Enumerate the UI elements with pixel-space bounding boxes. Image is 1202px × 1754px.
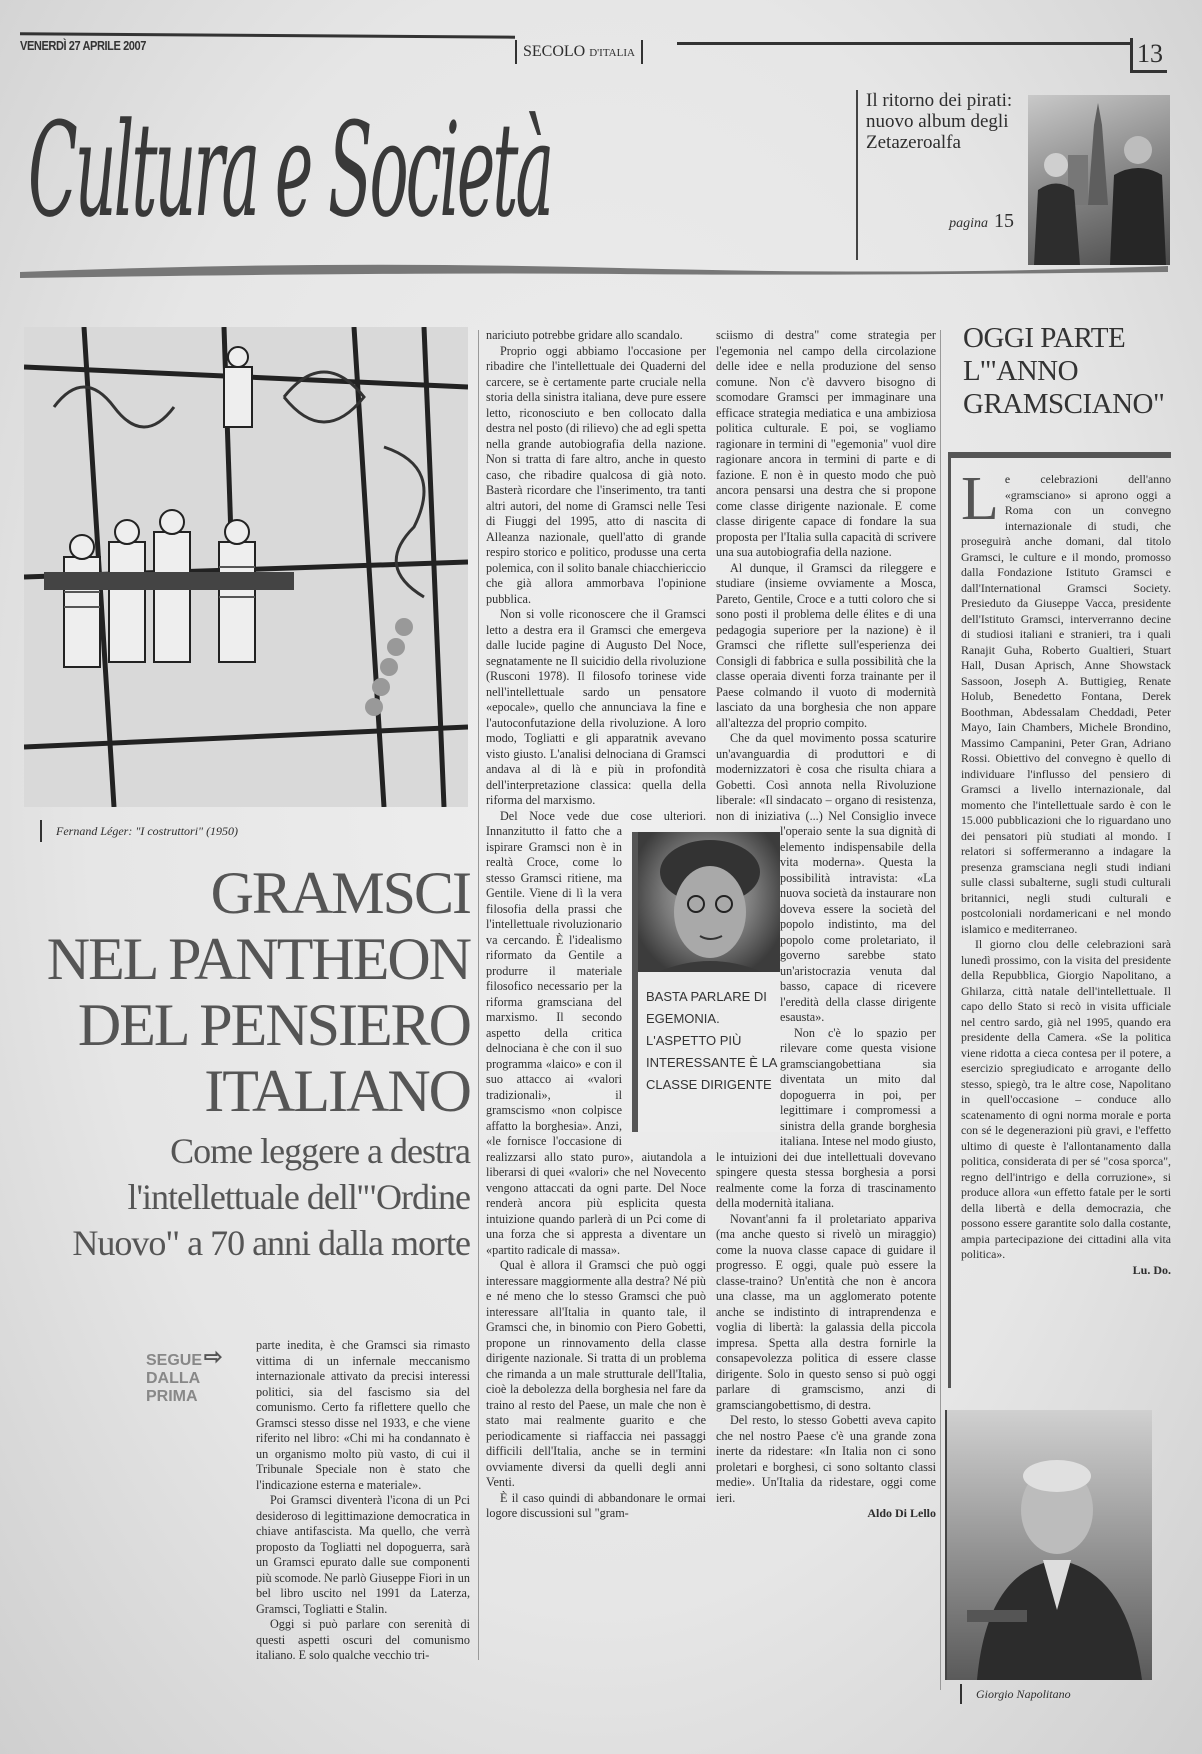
pull-quote-text: BASTA PARLARE DI EGEMONIA. L'ASPETTO PIÙ INTERESSANTE È LA CLASSE DIRIGENTE	[646, 989, 777, 1092]
author-signature: Aldo Di Lello	[867, 1506, 936, 1520]
segue-line: DALLA	[146, 1370, 201, 1387]
arrow-right-icon: ⇨	[204, 1344, 223, 1369]
side-headline-line: GRAMSCIANO"	[963, 388, 1165, 420]
side-article-box	[948, 452, 1171, 1388]
napolitano-image	[947, 1410, 1152, 1680]
band-photo-image	[1028, 95, 1170, 265]
paragraph: Novant'anni fa il proletariato appariva (ma anche questo si rivelò un miraggio) come la nuova classe capace di guidare il progresso. E oggi, quale può essere la classe-traino? Un'entità che non è ancora una classe, ma un agglomerato potente anche se indistinto di intraprendenza e voglia di libertà: la galassia della piccola impresa. Spetta alla destra fornirle la consapevolezza politica di essere classe dirigente. Solo in questo senso si può oggi parlare di gramscismo, anzi di gramsciangobettismo, di destra.	[716, 1211, 936, 1412]
newspaper-name-main: SECOLO	[523, 43, 586, 60]
segue-dalla-prima-label[interactable]	[146, 1344, 223, 1406]
napolitano-photo	[945, 1410, 1152, 1680]
paragraph: Al dunque, il Gramsci da rileggere e studiare (insieme ovviamente a Mosca, Pareto, Gentile, Croce e a tutti coloro che si sono posti il problema delle élites e di una pedagogia superiore per la nazione) è il Gramsci che riflette sull'esperienza dei Consigli di fabbrica e sulla possibilità che la classe operaia diventi forza trainante per il Paese colmando il vuoto di modernità lasciato da una borghesia che non appare all'altezza del proprio compito.	[716, 560, 936, 730]
segue-line: SEGUE	[146, 1352, 203, 1369]
section-title-b: e Società	[274, 94, 552, 246]
paragraph: Del resto, lo stesso Gobetti aveva capito che nel nostro Paese c'è una grande zona inerte da ridestare: «In Italia non ci sono proletari e borghesi, ci sono soltanto classi medie». Un'Italia da ridestare, oggi come ieri.	[716, 1413, 936, 1505]
pull-quote-box	[632, 832, 780, 1132]
newspaper-name	[515, 40, 643, 64]
teaser-box[interactable]	[856, 90, 1016, 260]
segue-line: PRIMA	[146, 1388, 198, 1405]
side-headline-line: OGGI PARTE	[963, 322, 1126, 354]
issue-date: VENERDÌ 27 APRILE 2007	[20, 38, 146, 53]
drop-cap: L	[961, 472, 999, 533]
teaser-page-label: pagina	[949, 216, 988, 231]
paragraph: Non si volle riconoscere che il Gramsci letto a destra era il Gramsci che emergeva dalle lucide pagine di Augusto Del Noce, segnatamente ne Il suicidio della rivoluzione (Rusconi 1978). Il filosofo torinese vide nell'intellettuale sardo un pensatore «epocale», quello che annunciava la fine e l'autoconfutazione della rivoluzione. A loro modo, Togliatti e gli apparatnik avevano visto giusto. L'analisi delnociana di Gramsci andava al di là e più in profondità dell'interpretazione classica: quella della riforma del marxismo.	[486, 607, 706, 807]
article-column-1	[256, 1338, 470, 1663]
paragraph: sciismo di destra" come strategia per l'egemonia nel campo della circolazione delle idee e nella produzione del senso comune. Non c'è davvero bisogno di scomodare Gramsci per immaginare una efficace strategia mediatica e una ambiziosa politica culturale. E poi, se vogliamo ragionare in termini di "egemonia" vuol dire ragionare ancora in termini di parte e di fazione. E non è in questo modo che può ancora pensarsi una destra che si propone come classe dirigente nazionale. E come classe dirigente capace di fondare la sua proposta per l'Italia sulla capacità di scrivere una sua autobiografia della nazione.	[716, 328, 936, 559]
gramsci-portrait	[638, 832, 780, 972]
paragraph: Che da quel movimento possa scaturire un'avanguardia di produttori e di modernizzatori è cosa che risulta chiara a Gobetti. Così annota nella Rivoluzione liberale: «Il sindacato – organo di resistenza, non di iniziativa (...) Nel Consiglio invece l'operaio sente la sua dignità di elemento indispensabile della vita moderna». Questa la possibilità intravista: «La nuova società da instaurare non doveva essere la società del popolo indistinto, ma del popolo come proletariato, il governo sarebbe stato un'aristocrazia venuta dal basso, capace di ricevere l'eredità della classe dirigente esausta».	[716, 731, 936, 1024]
article-image-painting	[24, 327, 468, 807]
paragraph: Il giorno clou delle celebrazioni sarà lunedì prossimo, con la visita del presidente della Repubblica, Giorgio Napolitano, a Ghilarza, città natale dell'intellettuale. Il capo dello Stato si recò in visita ufficiale nel centro sardo, già nel 1995, quando era presidente della Camera. «Se la politica viene ridotta a cieca contesa per il potere, a esercizio spregiudicato e arrogante dello stesso, spiegò, tra le altre cose, Napolitano in quell'occasione – conduce allo scatenamento di ogni norma morale e porta con sé le degenerazioni più gravi, e l'effetto ultimo di queste è l'allontanamento dalla politica, considerata di per sé "cosa sporca", regno dell'intrigo e della corruzione», si produce allora «un effetto fatale per le sorti della libertà e della democrazia, che possono essere garantite solo dalla costante, ampia partecipazione dei cittadini alla vita politica».	[961, 937, 1171, 1261]
photo-caption: Giorgio Napolitano	[960, 1684, 1071, 1704]
article-headline	[20, 860, 470, 1124]
teaser-page-number: 15	[994, 210, 1014, 232]
column-rule	[940, 330, 941, 1690]
side-article-body	[961, 472, 1171, 1382]
section-divider-wave	[20, 258, 1168, 282]
column-rule	[478, 330, 479, 1660]
headline-line: ITALIANO	[204, 1058, 470, 1124]
side-headline	[963, 322, 1164, 421]
paragraph: Proprio oggi abbiamo l'occasione per ribadire che l'intellettuale dei Quaderni del carcere, se è certamente parte cruciale nella storia della sinistra italiana, deve pure essere letto, riconosciuto e ben collocato dalla destra nel posto (di rilievo) che ad egli spetta nella grande autobiografia della nazione. Non si tratta di fare altro, anche in questo caso, che ribadire qualcosa di già noto. Basterà ricordare che l'inserimento, tra tanti altri autori, del nome di Gramsci nelle Tesi di Fiuggi del 1995, atto di nascita di Alleanza nazionale, quell'atto di grande respiro storico e politico, produsse una certa polemica, con il solito banale chiacchiericcio che già allora ammorbava l'opinione pubblica.	[486, 343, 706, 606]
teaser-page-ref	[949, 211, 1014, 234]
article-subheadline: Come leggere a destra l'intellettuale dell'"Ordine Nuovo" a 70 anni dalla morte	[72, 1131, 470, 1263]
paragraph: Del Noce vede due cose ulteriori. Innanzitutto il fatto che a ispirare Gramsci non è in realtà Croce, come lo stesso Gramsci ritiene, ma Gentile. Viene di lì la vera filosofia della prassi che l'intellettuale rivoluzionario va cercando. È l'idealismo riformato da Gentile a produrre il materiale filosofico necessario per la riforma gramsciana del marxismo. Il secondo aspetto della critica delnociana è che con il suo programma «laico» e con il suo attacco ai «valori tradizionali», il gramscismo «non colpisce affatto la borghesia». Anzi, «le fornisce l'occasione di realizzarsi allo stato puro», aiutandola a liberarsi di quei «valori» che nel Novecento vengono attaccati da ogni parte. Del Noce renderà ancora più esplicita questa intuizione quando parlerà di un Pci come di una forza che si appresta a diventare un «partito radicale di massa».	[486, 808, 706, 1257]
teaser-text: Il ritorno dei pirati: nuovo album degli Zetazeroalfa	[866, 90, 1013, 153]
headline-line: GRAMSCI	[210, 860, 470, 926]
side-signature: Lu. Do.	[1132, 1262, 1171, 1277]
paragraph: parte inedita, è che Gramsci sia rimasto vittima di un infernale meccanismo internazionale attivato da precisi interessi politici, sia del fascismo sia del comunismo. Certo fa riflettere quello che Gramsci stesso disse nel 1933, e che viene riferito nel libro: «Chi mi ha condannato è un organismo molto più vasto, di cui il Tribunale Speciale non è stato che l'indicazione esterna e materiale».	[256, 1338, 470, 1492]
newspaper-name-suffix: D'ITALIA	[589, 47, 635, 59]
paragraph: e celebrazioni dell'anno «gramsciano» si aprono oggi a Roma con un convegno internazionale di studi, che proseguirà anche domani, dal titolo Gramsci, le culture e il mondo, promosso dalla Fondazione Istituto Gramsci e dall'International Gramsci Society. Presieduto da Giuseppe Vacca, presidente dell'Istituto Gramsci, interverranno decine di studiosi italiani e stranieri, tra i quali Ranajit Guha, Roberto Gualtieri, Stuart Hall, Dusan Aprisch, Anne Showstack Sassoon, Joseph A. Buttigieg, Renate Holub, Benedetto Fontana, Derek Boothman, Abdessalam Cheddadi, Peter Mayo, Iain Chambers, Michele Brondino, Massimo Campanini, Peter Gran, Adriano Rossi. Obiettivo del convegno è quello di individuare l'influsso del pensiero di Gramsci a livello internazionale, dal momento che l'intellettuale sardo è con le 15.000 pubblicazioni che lo riguardano uno dei pensatori più studiati al mondo. I relatori si soffermeranno a indagare la presenza gramsciana negli studi indiani sulle classi subalterne, sugli studi culturali britannici, negli studi culturali e postcoloniali nordamericani e nel mondo islamico e mediterraneo.	[961, 472, 1171, 936]
paragraph: Qual è allora il Gramsci che può oggi interessare maggiormente alla destra? Né più e né meno che lo stesso Gramsci che può interessare all'Italia in quanto tale, il Gramsci che, in binomio con Piero Gobetti, propone un rinnovamento della classe dirigente nazionale. Si tratta di un problema che rimanda a un male strutturale dell'Italia, cioè la debolezza della borghesia nel fare da traino al resto del Paese, un male che non è stato mai realmente guarito e che periodicamente si riaffaccia nei passaggi difficili dell'Italia, anche se in termini ovviamente diversi da quelli degli anni Venti.	[486, 1258, 706, 1489]
portrait-image	[638, 832, 780, 972]
paragraph: Non c'è lo spazio per rilevare come questa visione gramsciangobettiana sia diventata un mito dal dopoguerra in poi, per legittimare i compromessi a sinistra della grande borghesia italiana. Intese nel modo giusto, le intuizioni dei due intellettuali dovevano spingere questa stessa borghesia a porsi realmente come la forza di trascinamento della modernità italiana.	[716, 1025, 936, 1210]
headline-line: DEL PENSIERO	[77, 992, 470, 1058]
image-caption: Fernand Léger: "I costruttori" (1950)	[40, 820, 238, 842]
paragraph: È il caso quindi di abbandonare le ormai logore discussioni sul "gram-	[486, 1490, 706, 1520]
paragraph: Poi Gramsci diventerà l'icona di un Pci desideroso di legittimazione democratica in chiave antifascista. Ma quello, che verrà proposto da Togliatti nel dopoguerra, sarà un Gramsci epurato dalle sue componenti più scomode. Ne parlò Giuseppe Fiori in un bel libro uscito nel 1991 da Laterza, Gramsci, Togliatti e Stalin.	[256, 1493, 470, 1616]
section-title-a: Cultura	[28, 94, 258, 246]
painting-construction-workers	[24, 327, 468, 807]
headline-line: NEL PANTHEON	[46, 926, 470, 992]
teaser-photo	[1028, 95, 1170, 265]
side-headline-line: L'"ANNO	[963, 355, 1079, 387]
masthead-rule-right	[677, 42, 1132, 45]
page-number: 13	[1130, 38, 1167, 73]
section-title	[28, 95, 551, 245]
paragraph: nariciuto potrebbe gridare allo scandalo.	[486, 328, 683, 342]
paragraph: Oggi si può parlare con serenità di questi aspetti oscuri del comunismo italiano. E solo qualche vecchio tri-	[256, 1617, 470, 1662]
